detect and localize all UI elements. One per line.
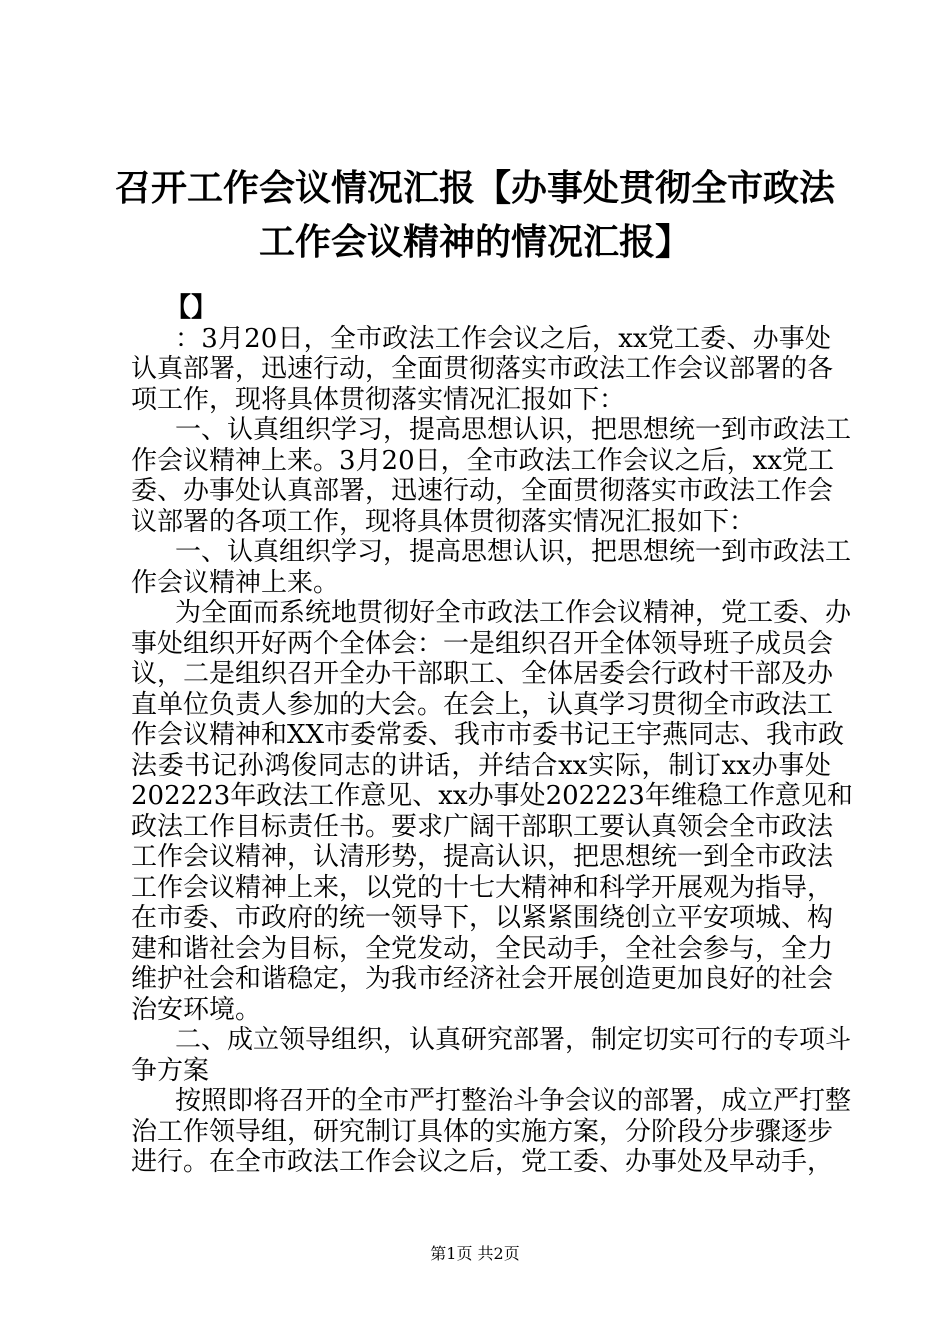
text-line: 维护社会和谐稳定，为我市经济社会开展创造更加良好的社会 xyxy=(131,964,834,994)
paragraph xyxy=(131,323,834,416)
text-line: 认真部署，迅速行动，全面贯彻落实市政法工作会议部署的各 xyxy=(131,354,834,384)
text-line: 委、办事处认真部署，迅速行动，全面贯彻落实市政法工作会 xyxy=(131,476,834,506)
subtitle-brackets: 【】 xyxy=(165,293,218,323)
text-line: 项工作，现将具体贯彻落实情况汇报如下： xyxy=(131,384,626,415)
text-line: 工作会议精神，认清形势，提高认识，把思想统一到全市政法 xyxy=(131,842,834,872)
document-body xyxy=(131,293,853,1178)
text-line: 议，二是组织召开全办干部职工、全体居委会行政村干部及办 xyxy=(131,659,834,689)
text-line: 进行。在全市政法工作会议之后，党工委、办事处及早动手， xyxy=(131,1147,834,1177)
text-line: 议部署的各项工作，现将具体贯彻落实情况汇报如下： xyxy=(131,506,756,537)
text-line: 治工作领导组，研究制订具体的实施方案，分阶段分步骤逐步 xyxy=(131,1116,834,1147)
text-line: 作会议精神和XX市委常委、我市市委书记王宇燕同志、我市政 xyxy=(131,720,845,750)
text-line: 事处组织开好两个全体会：一是组织召开全体领导班子成员会 xyxy=(131,628,834,659)
text-line: 二、成立领导组织，认真研究部署，制定切实可行的专项斗 xyxy=(175,1025,852,1055)
text-line: 争方案 xyxy=(131,1055,210,1086)
text-line: 建和谐社会为目标，全党发动，全民动手，全社会参与，全力 xyxy=(131,933,834,964)
text-line: 工作会议精神上来，以党的十七大精神和科学开展观为指导， xyxy=(131,872,834,903)
paragraph xyxy=(131,598,853,1025)
text-line: 治安环境。 xyxy=(131,994,262,1025)
text-line: 一、认真组织学习，提高思想认识，把思想统一到市政法工 xyxy=(175,537,852,567)
page-footer: 第1页 共2页 xyxy=(430,1244,520,1263)
text-line: 政法工作目标责任书。要求广阔干部职工要认真领会全市政法 xyxy=(131,811,834,842)
text-line: ：3月20日，全市政法工作会议之后，xx党工委、办事处 xyxy=(175,323,831,354)
paragraph xyxy=(131,537,852,598)
paragraph xyxy=(131,415,852,537)
paragraphs xyxy=(131,323,853,1178)
text-line: 202223年政法工作意见、xx办事处202223年维稳工作意见和 xyxy=(131,781,853,811)
paragraph xyxy=(131,1025,852,1086)
text-line: 按照即将召开的全市严打整治斗争会议的部署，成立严打整 xyxy=(175,1086,852,1116)
title-line-1: 召开工作会议情况汇报【办事处贯彻全市政法 xyxy=(114,168,835,209)
document-title xyxy=(95,162,855,270)
title-line-2: 工作会议精神的情况汇报】 xyxy=(258,222,691,263)
text-line: 作会议精神上来。 xyxy=(131,567,340,598)
text-line: 为全面而系统地贯彻好全市政法工作会议精神，党工委、办 xyxy=(175,598,852,628)
text-line: 直单位负责人参加的大会。在会上，认真学习贯彻全市政法工 xyxy=(131,689,834,720)
text-line: 法委书记孙鸿俊同志的讲话，并结合xx实际，制订xx办事处 xyxy=(131,750,831,781)
paragraph xyxy=(131,1086,852,1178)
text-line: 一、认真组织学习，提高思想认识，把思想统一到市政法工 xyxy=(175,415,852,445)
text-line: 在市委、市政府的统一领导下，以紧紧围绕创立平安项城、构 xyxy=(131,903,834,933)
text-line: 作会议精神上来。3月20日，全市政法工作会议之后，xx党工 xyxy=(131,445,834,476)
